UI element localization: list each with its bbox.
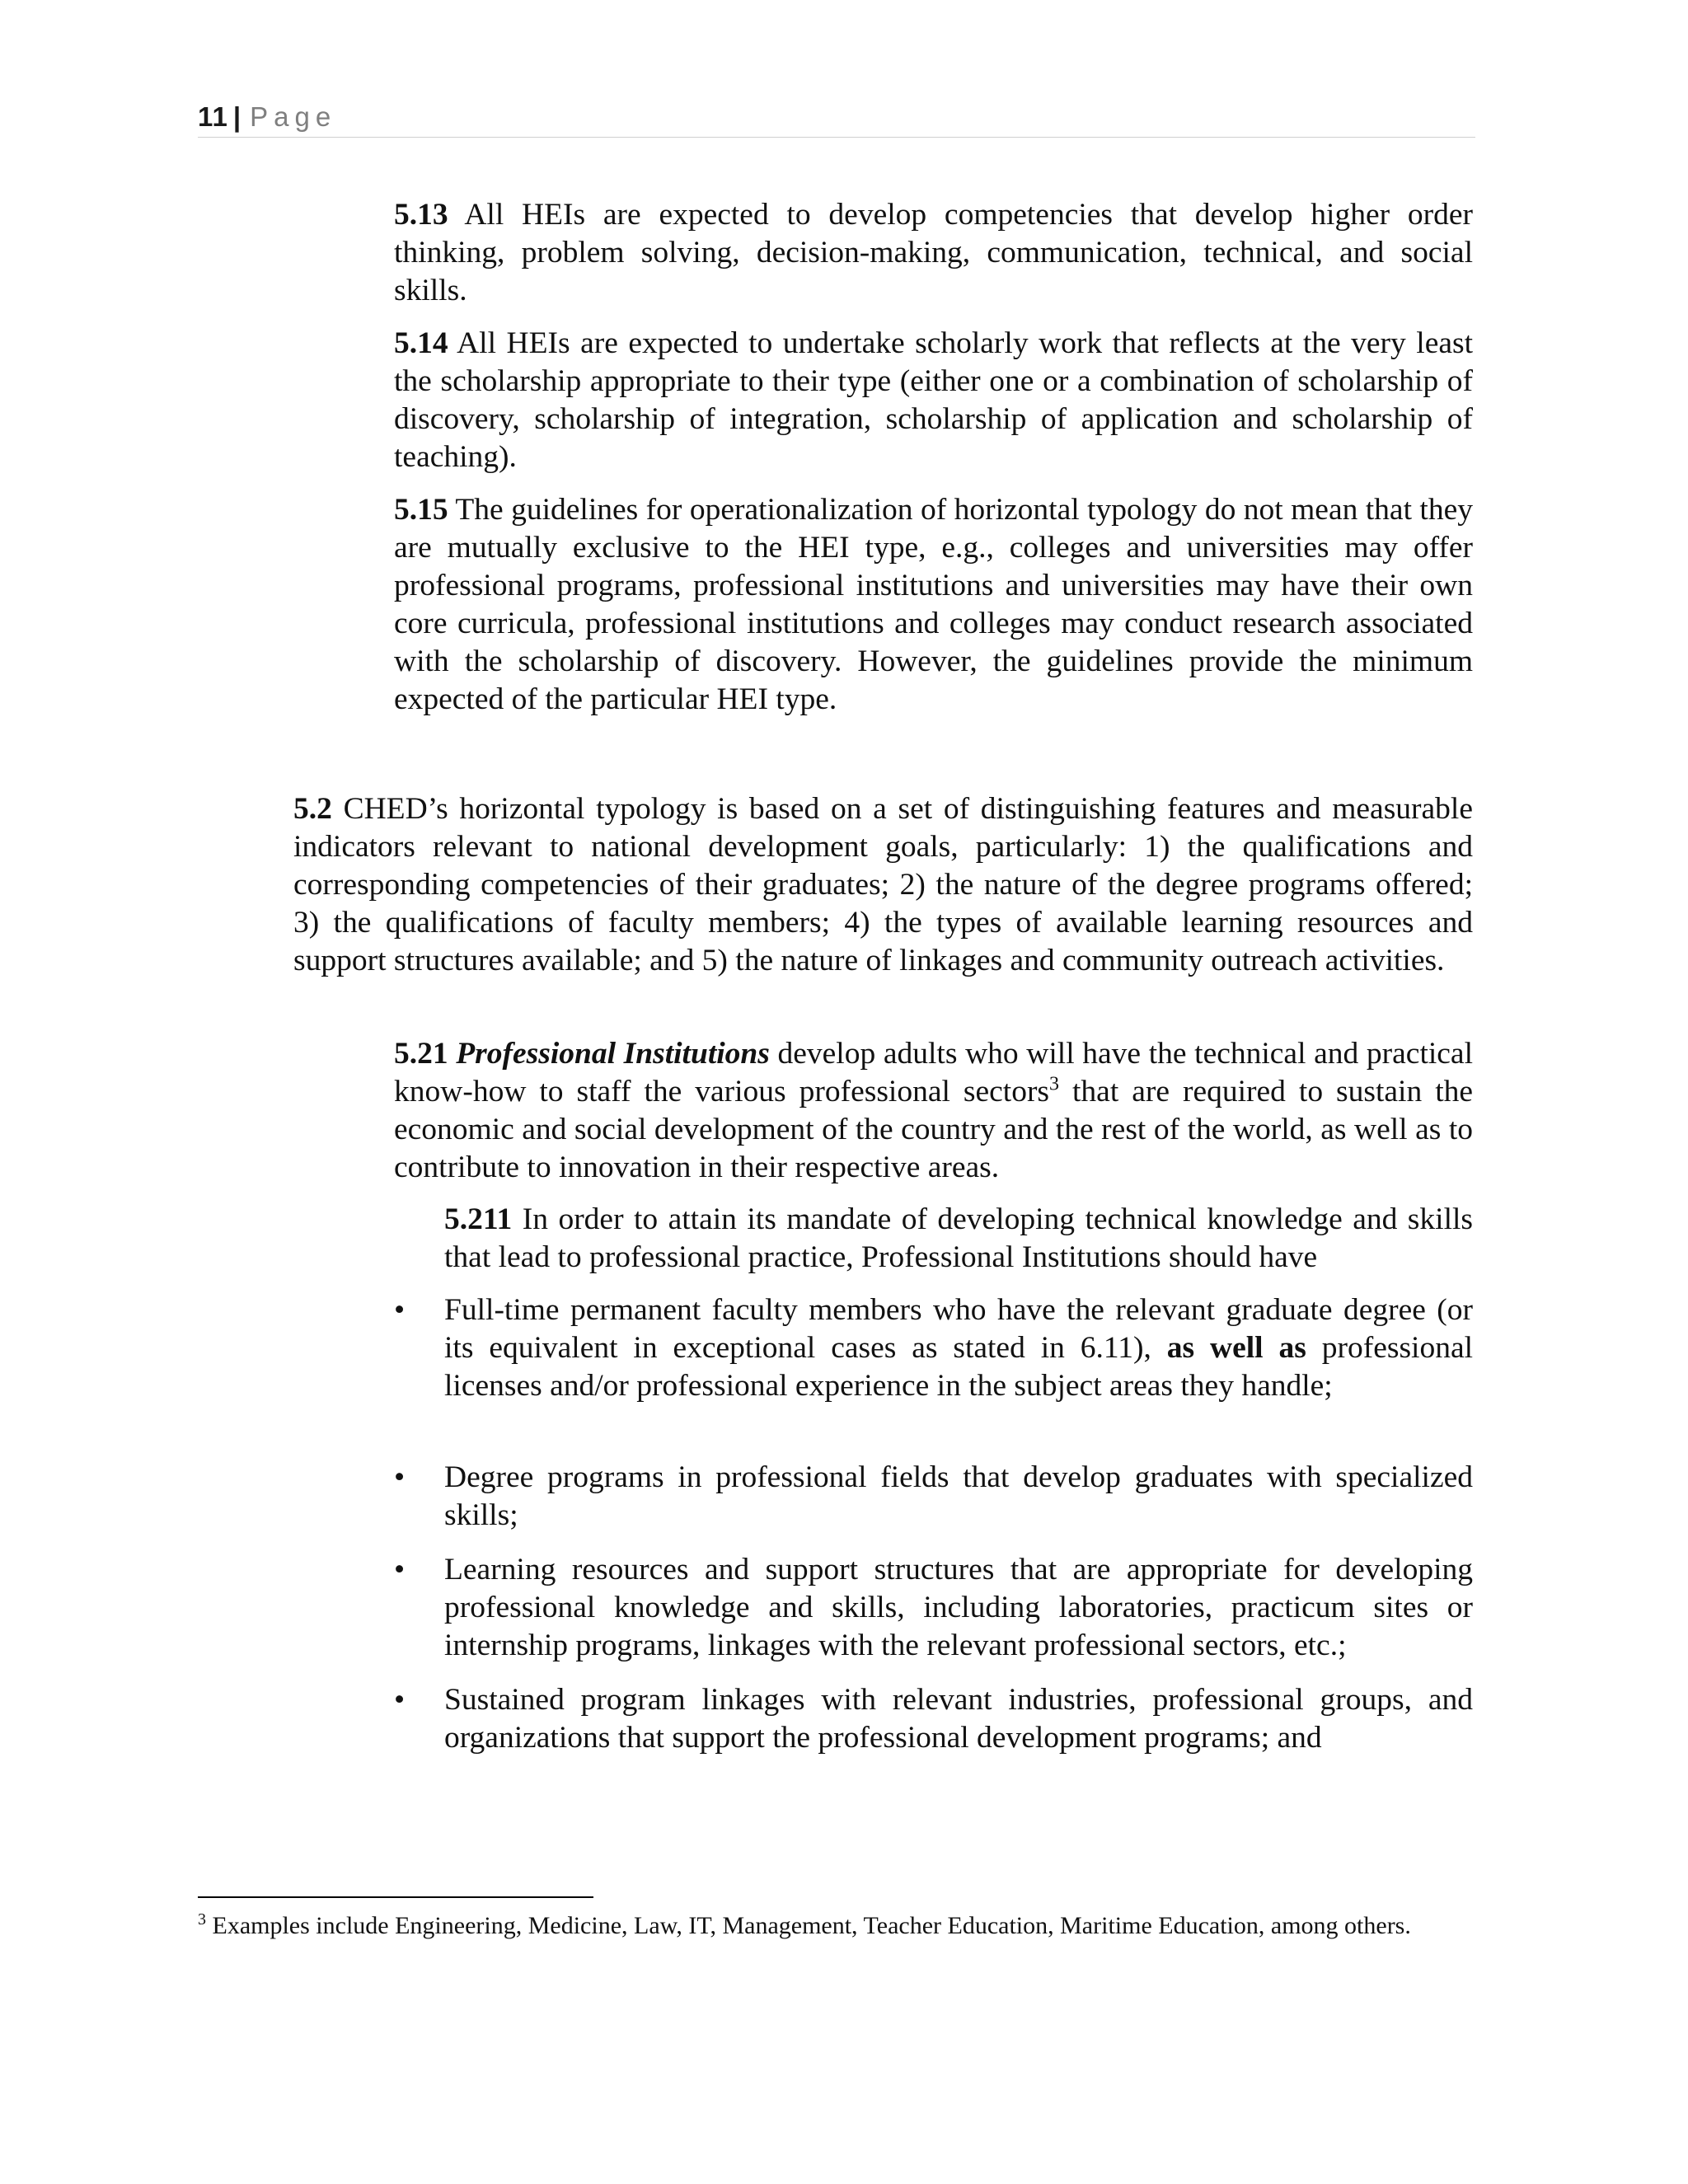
paragraph-text: In order to attain its mandate of developing technical knowledge and skills that lead to professional practice, Professional Institutions should have [444,1202,1473,1274]
header-separator: | [232,101,242,132]
bullet-text: Degree programs in professional fields that develop graduates with specialized skills; [444,1460,1473,1532]
bullet-item [444,1459,1473,1535]
section-title: Professional Institutions [456,1037,770,1071]
paragraph-5-211 [444,1201,1473,1277]
bullet-icon: • [394,1460,406,1494]
paragraph-text: develop adults who will have the technical and practical know-how to staff the various professional sectors [394,1037,1473,1108]
paragraph-5-15 [394,491,1473,719]
paragraph-text: The guidelines for operationalization of horizontal typology do not mean that they are mutually exclusive to the HEI type, e.g., colleges and universities may offer professional programs, professional institutions and universities may have their own core curricula, professional institutions and colleges may conduct research associated with the scholarship of discovery. However, the guidelines provide the minimum expected of the particular HEI type. [394,493,1473,716]
page-header [198,101,1475,138]
paragraph-text: All HEIs are expected to undertake scholarly work that reflects at the very least the scholarship appropriate to their type (either one or a combination of scholarship of discovery, scholarship of integration, scholarship of application and scholarship of teaching). [394,326,1474,474]
footnote-text: Examples include Engineering, Medicine, Law, IT, Management, Teacher Education, Maritime Education, among others. [212,1912,1411,1939]
bullet-text: Learning resources and support structures that are appropriate for developing professional knowledge and skills, including laboratories, practicum sites or internship programs, linkages with the relevant professional sectors, etc.; [444,1553,1473,1662]
bullet-text: Sustained program linkages with relevant industries, professional groups, and organizations that support the professional development programs; and [444,1683,1473,1755]
section-number: 5.14 [394,326,448,360]
paragraph-5-13 [394,196,1473,310]
footnote-divider [198,1896,593,1898]
footnote-number: 3 [198,1910,206,1929]
paragraph-5-14 [394,325,1473,476]
footnote-reference: 3 [1049,1073,1060,1095]
paragraph-5-2 [293,790,1473,980]
paragraph-5-21 [394,1035,1473,1187]
bullet-icon: • [394,1293,406,1327]
page-number: 11 [198,101,228,132]
section-number: 5.211 [444,1202,513,1236]
section-number: 5.13 [394,198,448,232]
footnote [198,1910,1434,1943]
bullet-text: Full-time permanent faculty members who have the relevant graduate degree (or its equivalent in exceptional cases as stated in 6.11), [444,1293,1473,1365]
section-number: 5.21 [394,1037,448,1071]
paragraph-text: All HEIs are expected to develop competencies that develop higher order thinking, problem solving, decision-making, communication, technical, and social skills. [394,198,1473,307]
paragraph-text-continued: that are required to sustain the economic and social development of the country and the rest of the world, as well as to contribute to innovation in their respective areas. [394,1075,1474,1184]
section-number: 5.2 [293,792,332,826]
bullet-item [444,1551,1473,1665]
bullet-emphasis: as well as [1166,1331,1306,1365]
bullet-item [444,1291,1473,1405]
bullet-text-continued: professional licenses and/or professional experience in the subject areas they handle; [444,1331,1474,1403]
section-number: 5.15 [394,493,448,527]
bullet-item [444,1681,1473,1757]
bullet-icon: • [394,1553,406,1586]
paragraph-text: CHED’s horizontal typology is based on a set of distinguishing features and measurable indicators relevant to national development goals, particularly: 1) the qualifications and corresponding competencies of their graduates; 2) the nature of the degree programs offered; 3) the qualifications of faculty members; 4) the types of available learning resources and support structures available; and 5) the nature of linkages and community outreach activities. [293,792,1473,977]
page-word: Page [250,101,337,132]
bullet-icon: • [394,1683,406,1717]
